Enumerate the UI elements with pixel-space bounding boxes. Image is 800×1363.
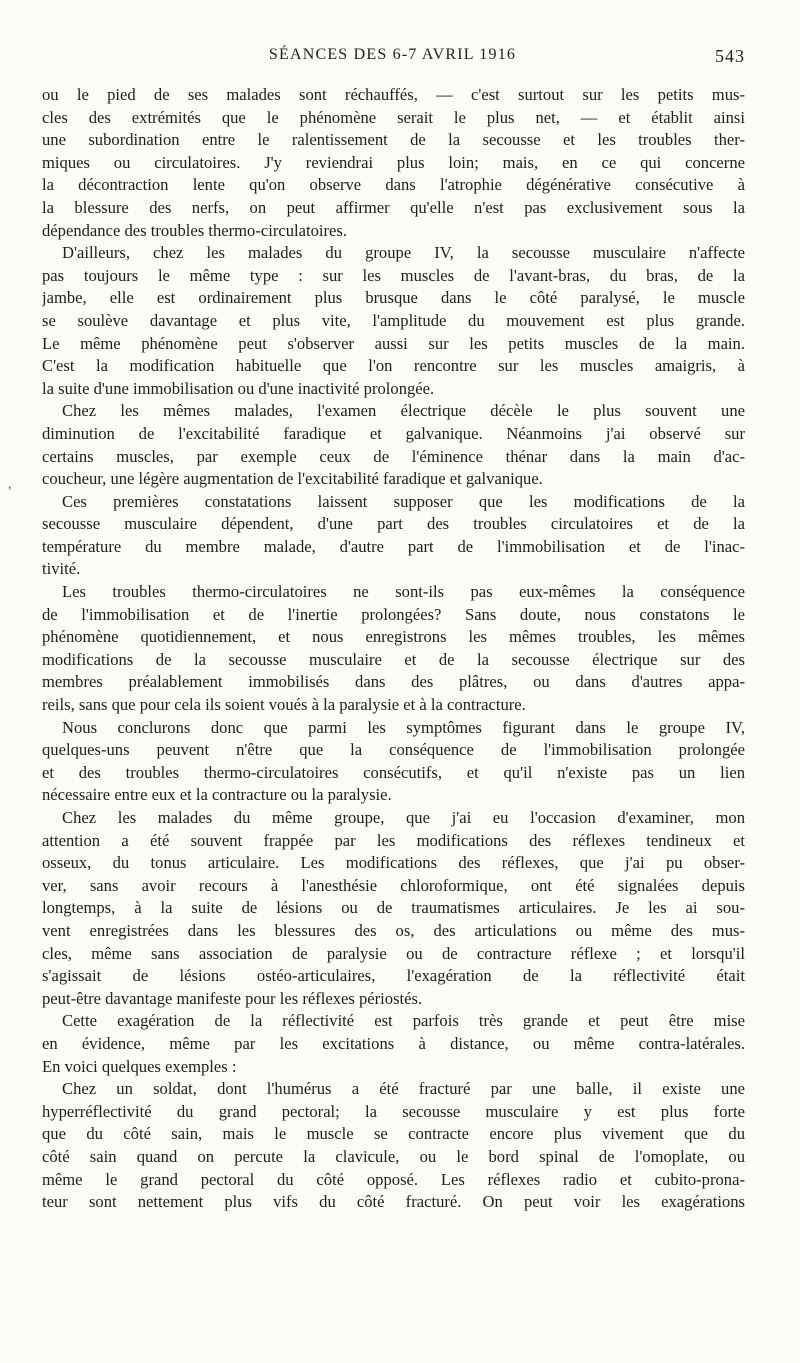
body-text	[42, 84, 745, 1214]
text-line: que du côté sain, mais le muscle se contracte encore plus vivement que du	[42, 1124, 745, 1144]
text-line: pas toujours le même type : sur les muscles de l'avant-bras, du bras, de la	[42, 265, 745, 285]
text-line: Chez un soldat, dont l'humérus a été fracturé par une balle, il existe une	[62, 1079, 745, 1099]
text-line: phénomène quotidiennement, et nous enregistrons les mêmes troubles, les mêmes	[42, 627, 745, 647]
text-line: reils, sans que pour cela ils soient voués à la paralysie et à la contracture.	[42, 695, 526, 715]
text-line: longtemps, à la suite de lésions ou de traumatismes articulaires. Je les ai sou-	[42, 898, 745, 918]
text-line: tivité.	[42, 559, 81, 579]
text-line: Cette exagération de la réflectivité est parfois très grande et peut être mise	[62, 1011, 745, 1031]
text-line: dépendance des troubles thermo-circulatoires.	[42, 220, 348, 240]
text-line: la décontraction lente qu'on observe dans l'atrophie dégénérative consécutive à	[42, 175, 745, 195]
text-line: la suite d'une immobilisation ou d'une inactivité prolongée.	[42, 378, 435, 398]
text-line: attention a été souvent frappée par les modifications des réflexes tendineux et	[42, 830, 745, 850]
text-line: se soulève davantage et plus vite, l'amplitude du mouvement est plus grande.	[42, 310, 745, 330]
text-line: peut-être davantage manifeste pour les réflexes périostés.	[42, 988, 423, 1008]
text-line: diminution de l'excitabilité faradique et galvanique. Néanmoins j'ai observé sur	[42, 423, 745, 443]
text-line: côté sain quand on percute la clavicule, ou le bord spinal de l'omoplate, ou	[42, 1146, 745, 1166]
text-line: Nous conclurons donc que parmi les symptômes figurant dans le groupe IV,	[62, 717, 745, 737]
text-line: la blessure des nerfs, on peut affirmer qu'elle n'est pas exclusivement sous la	[42, 197, 745, 217]
text-line: Ces premières constatations laissent supposer que les modifications de la	[62, 491, 745, 511]
text-line: jambe, elle est ordinairement plus brusque dans le côté paralysé, le muscle	[42, 288, 745, 308]
margin-mark: ,	[8, 477, 12, 492]
text-line: secousse musculaire dépendent, d'une part des troubles circulatoires et de la	[42, 514, 745, 534]
text-line: coucheur, une légère augmentation de l'excitabilité faradique et galvanique.	[42, 469, 543, 489]
text-line: cles des extrémités que le phénomène serait le plus net, — et établit ainsi	[42, 107, 745, 127]
text-line: membres préalablement immobilisés dans des plâtres, ou dans d'autres appa-	[42, 672, 745, 692]
text-line: miques ou circulatoires. J'y reviendrai plus loin; mais, en ce qui concerne	[42, 152, 745, 172]
text-line: même le grand pectoral du côté opposé. Les réflexes radio et cubito-prona-	[42, 1169, 745, 1189]
text-line: nécessaire entre eux et la contracture ou la paralysie.	[42, 785, 392, 805]
text-line: une subordination entre le ralentissement de la secousse et les troubles ther-	[42, 130, 745, 150]
text-line: température du membre malade, d'autre part de l'immobilisation et de l'inac-	[42, 536, 745, 556]
text-line: s'agissait de lésions ostéo-articulaires, l'exagération de la réflectivité était	[42, 966, 745, 986]
text-line: Chez les mêmes malades, l'examen électrique décèle le plus souvent une	[62, 401, 745, 421]
page-number: 543	[715, 46, 745, 66]
text-line: cles, même sans association de paralysie ou de contracture réflexe ; et lorsqu'il	[42, 943, 745, 963]
text-line: Chez les malades du même groupe, que j'ai eu l'occasion d'examiner, mon	[62, 808, 745, 827]
text-line: D'ailleurs, chez les malades du groupe IV, la secousse musculaire n'affecte	[62, 243, 745, 263]
text-line: modifications de la secousse musculaire et de la secousse électrique sur des	[42, 649, 745, 669]
text-line: et des troubles thermo-circulatoires consécutifs, et qu'il n'existe pas un lien	[42, 762, 745, 782]
text-line: ou le pied de ses malades sont réchauffés, — c'est surtout sur les petits mus-	[42, 85, 745, 104]
text-line: En voici quelques exemples :	[42, 1056, 237, 1076]
running-title: SÉANCES DES 6-7 AVRIL 1916	[268, 46, 517, 63]
text-line: Les troubles thermo-circulatoires ne sont-ils pas eux-mêmes la conséquence	[62, 582, 745, 602]
text-line: en évidence, même par les excitations à distance, ou même contra-latérales.	[42, 1033, 745, 1053]
text-line: ver, sans avoir recours à l'anesthésie chloroformique, ont été signalées depuis	[42, 875, 745, 895]
text-line: de l'immobilisation et de l'inertie prolongées? Sans doute, nous constatons le	[42, 604, 745, 624]
text-line: hyperréflectivité du grand pectoral; la secousse musculaire y est plus forte	[42, 1101, 745, 1121]
text-line: vent enregistrées dans les blessures des os, des articulations ou même des mus-	[42, 920, 745, 940]
text-line: certains muscles, par exemple ceux de l'éminence thénar dans la main d'ac-	[42, 446, 745, 466]
text-line: quelques-uns peuvent n'être que la conséquence de l'immobilisation prolongée	[42, 740, 745, 760]
text-line: teur sont nettement plus vifs du côté fracturé. On peut voir les exagérations	[42, 1192, 745, 1212]
text-line: osseux, du tonus articulaire. Les modifications des réflexes, que j'ai pu obser-	[42, 853, 745, 873]
page-header	[40, 46, 745, 70]
text-line: Le même phénomène peut s'observer aussi sur les petits muscles de la main.	[42, 333, 745, 353]
text-line: C'est la modification habituelle que l'on rencontre sur les muscles amaigris, à	[42, 356, 745, 376]
